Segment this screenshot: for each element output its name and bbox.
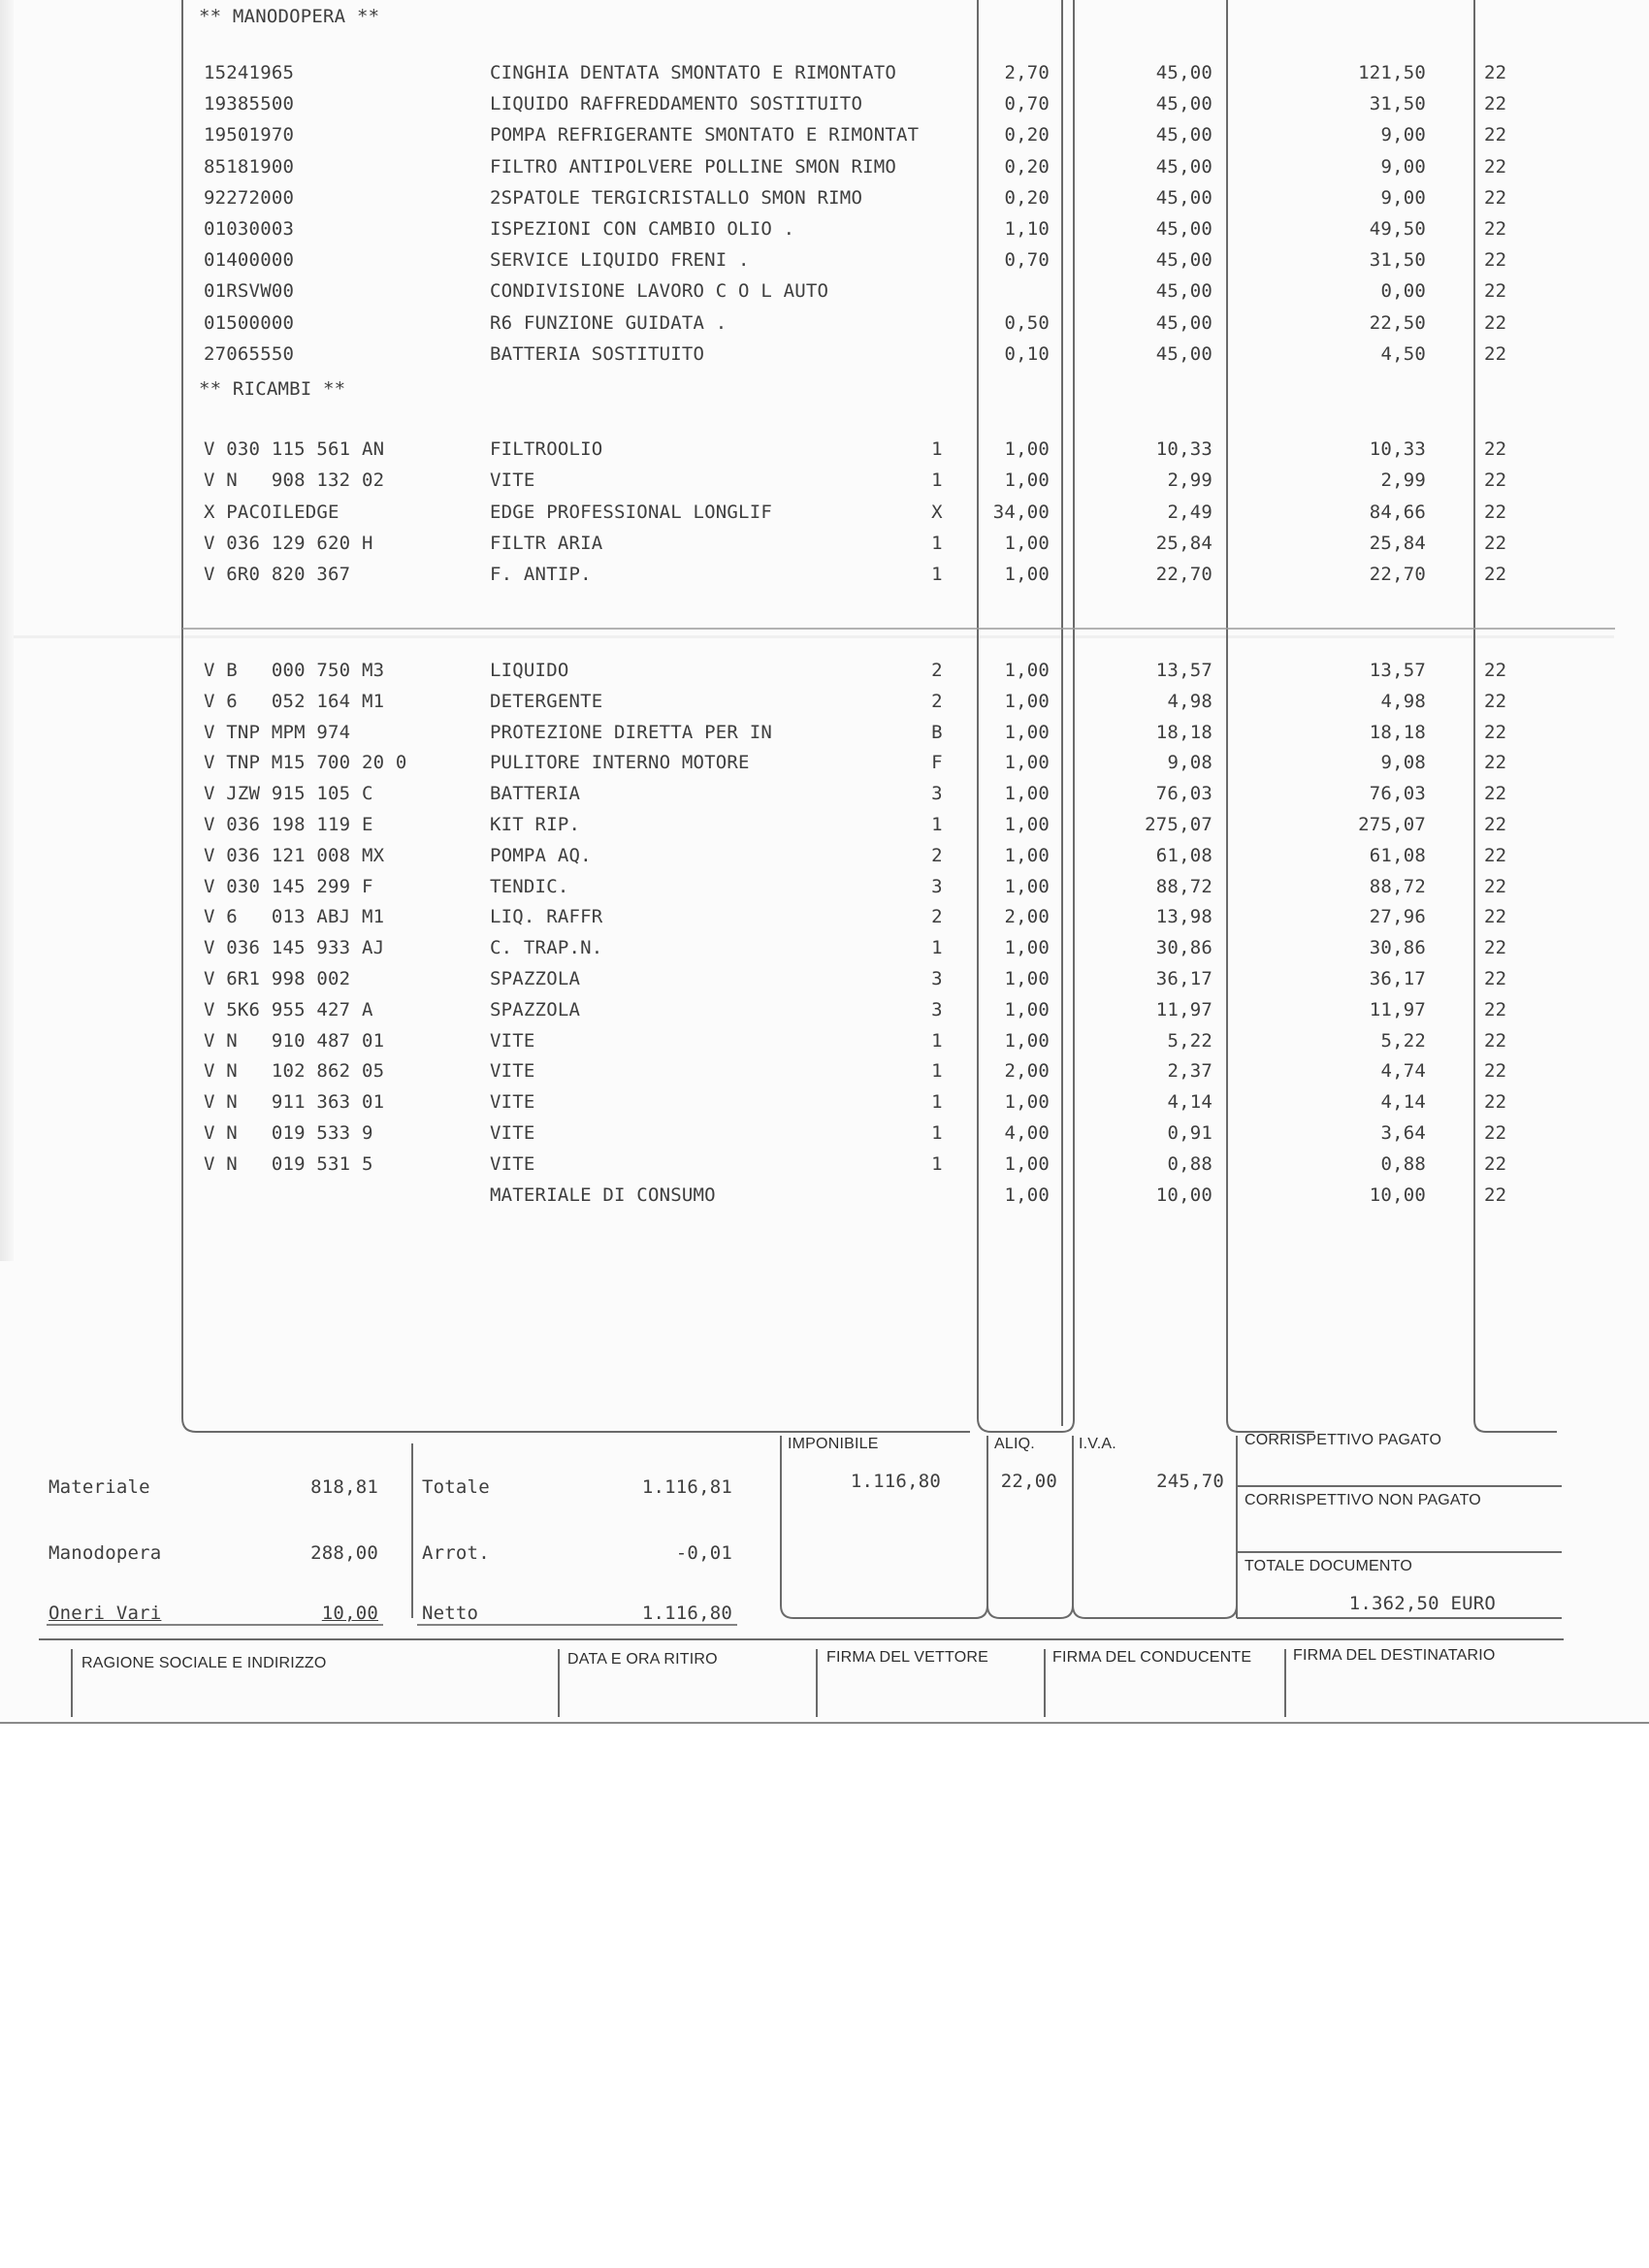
- cell-vat: 22: [1484, 875, 1507, 897]
- aliquota-label: ALIQ.: [994, 1436, 1035, 1452]
- cell-code: 01030003: [204, 218, 295, 240]
- ragione-sociale-label: RAGIONE SOCIALE E INDIRIZZO: [81, 1655, 327, 1671]
- cell-qty: 1,00: [1004, 438, 1050, 460]
- cell-code: V 030 145 299 F: [204, 875, 373, 897]
- cell-desc: CONDIVISIONE LAVORO C O L AUTO: [490, 280, 829, 303]
- netto-value: 1.116,80: [641, 1603, 732, 1624]
- cell-code: V JZW 915 105 C: [204, 783, 373, 805]
- cell-qty: 0,10: [1004, 342, 1050, 365]
- cell-qty: 0,50: [1004, 311, 1050, 334]
- cell-code: 27065550: [204, 342, 295, 365]
- cell-price: 61,08: [1155, 844, 1212, 866]
- cell-qty: 1,00: [1004, 783, 1050, 805]
- cell-qty: 1,00: [1004, 1091, 1050, 1114]
- cell-price: 45,00: [1155, 93, 1212, 115]
- materiale-label: Materiale: [48, 1476, 150, 1498]
- cell-code: V N 102 862 05: [204, 1060, 385, 1083]
- cell-total: 0,88: [1380, 1152, 1426, 1175]
- cell-code: V 6R0 820 367: [204, 564, 351, 586]
- firma-conducente-label: FIRMA DEL CONDUCENTE: [1052, 1649, 1252, 1666]
- cell-price: 2,49: [1167, 501, 1212, 523]
- cell-cls: X: [931, 501, 943, 523]
- arrot-value: -0,01: [675, 1542, 732, 1564]
- cell-total: 3,64: [1380, 1122, 1426, 1144]
- cell-cls: 1: [931, 814, 943, 835]
- data-ora-ritiro-label: DATA E ORA RITIRO: [567, 1651, 718, 1668]
- oneri-vari-label: Oneri Vari: [48, 1603, 162, 1624]
- cell-qty: 1,00: [1004, 470, 1050, 492]
- cell-total: 22,70: [1369, 564, 1426, 586]
- cell-desc: VITE: [490, 1029, 535, 1052]
- totale-label: Totale: [422, 1476, 490, 1498]
- cell-qty: 1,00: [1004, 564, 1050, 586]
- cell-code: 01RSVW00: [204, 280, 295, 303]
- cell-code: 15241965: [204, 62, 295, 83]
- cell-cls: 3: [931, 875, 943, 897]
- cell-vat: 22: [1484, 814, 1507, 835]
- cell-cls: 1: [931, 1091, 943, 1114]
- cell-vat: 22: [1484, 1152, 1507, 1175]
- cell-total: 275,07: [1358, 814, 1426, 835]
- cell-qty: 1,00: [1004, 814, 1050, 835]
- cell-code: V 036 129 620 H: [204, 532, 373, 554]
- cell-qty: 1,00: [1004, 875, 1050, 897]
- oneri-vari-value: 10,00: [321, 1603, 378, 1624]
- cell-vat: 22: [1484, 438, 1507, 460]
- cell-code: 19385500: [204, 93, 295, 115]
- cell-price: 4,14: [1167, 1091, 1212, 1114]
- cell-total: 9,00: [1380, 186, 1426, 209]
- cell-code: 85181900: [204, 155, 295, 178]
- cell-vat: 22: [1484, 1091, 1507, 1114]
- cell-qty: 0,20: [1004, 155, 1050, 178]
- cell-desc: PROTEZIONE DIRETTA PER IN: [490, 721, 772, 743]
- firma-vettore-label: FIRMA DEL VETTORE: [826, 1649, 988, 1666]
- cell-vat: 22: [1484, 280, 1507, 303]
- cell-price: 2,37: [1167, 1060, 1212, 1083]
- cell-price: 11,97: [1155, 998, 1212, 1021]
- cell-code: 01400000: [204, 249, 295, 272]
- cell-total: 25,84: [1369, 532, 1426, 554]
- cell-vat: 22: [1484, 342, 1507, 365]
- cell-price: 25,84: [1155, 532, 1212, 554]
- cell-code: V 6 052 164 M1: [204, 690, 385, 712]
- cell-cls: B: [931, 721, 943, 743]
- cell-qty: 0,20: [1004, 186, 1050, 209]
- cell-cls: 1: [931, 937, 943, 959]
- cell-price: 76,03: [1155, 783, 1212, 805]
- cell-price: 88,72: [1155, 875, 1212, 897]
- cell-qty: 1,00: [1004, 1152, 1050, 1175]
- cell-code: V N 019 533 9: [204, 1122, 373, 1144]
- cell-code: V 5K6 955 427 A: [204, 998, 373, 1021]
- cell-code: V 6R1 998 002: [204, 968, 351, 989]
- cell-total: 9,08: [1380, 752, 1426, 774]
- cell-total: 121,50: [1358, 62, 1426, 83]
- cell-vat: 22: [1484, 783, 1507, 805]
- cell-code: 92272000: [204, 186, 295, 209]
- cell-total: 61,08: [1369, 844, 1426, 866]
- iva-label: I.V.A.: [1079, 1436, 1116, 1452]
- cell-total: 22,50: [1369, 311, 1426, 334]
- cell-vat: 22: [1484, 1122, 1507, 1144]
- cell-code: V 6 013 ABJ M1: [204, 906, 385, 928]
- cell-code: V TNP MPM 974: [204, 721, 351, 743]
- cell-price: 30,86: [1155, 937, 1212, 959]
- cell-vat: 22: [1484, 968, 1507, 989]
- totale-value: 1.116,81: [641, 1476, 732, 1498]
- cell-vat: 22: [1484, 564, 1507, 586]
- cell-vat: 22: [1484, 690, 1507, 712]
- aliquota-value: 22,00: [1000, 1471, 1057, 1492]
- cell-desc: FILTR ARIA: [490, 532, 603, 554]
- cell-code: V N 019 531 5: [204, 1152, 373, 1175]
- cell-total: 10,00: [1369, 1183, 1426, 1206]
- cell-total: 4,98: [1380, 690, 1426, 712]
- cell-cls: 1: [931, 532, 943, 554]
- cell-cls: 1: [931, 470, 943, 492]
- cell-total: 76,03: [1369, 783, 1426, 805]
- cell-qty: 4,00: [1004, 1122, 1050, 1144]
- cell-vat: 22: [1484, 1060, 1507, 1083]
- cell-vat: 22: [1484, 501, 1507, 523]
- cell-price: 45,00: [1155, 218, 1212, 240]
- cell-vat: 22: [1484, 93, 1507, 115]
- cell-qty: 2,00: [1004, 1060, 1050, 1083]
- cell-cls: F: [931, 752, 943, 774]
- cell-cls: 2: [931, 844, 943, 866]
- cell-total: 84,66: [1369, 501, 1426, 523]
- cell-code: V TNP M15 700 20 0: [204, 752, 407, 774]
- cell-price: 4,98: [1167, 690, 1212, 712]
- cell-vat: 22: [1484, 1183, 1507, 1206]
- arrot-label: Arrot.: [422, 1542, 490, 1564]
- cell-cls: 1: [931, 438, 943, 460]
- cell-qty: 1,00: [1004, 1183, 1050, 1206]
- cell-cls: 1: [931, 1029, 943, 1052]
- cell-code: V N 911 363 01: [204, 1091, 385, 1114]
- iva-value: 245,70: [1156, 1471, 1224, 1492]
- cell-total: 4,50: [1380, 342, 1426, 365]
- cell-qty: 1,00: [1004, 968, 1050, 989]
- cell-desc: VITE: [490, 1152, 535, 1175]
- cell-desc: ISPEZIONI CON CAMBIO OLIO .: [490, 218, 795, 240]
- cell-desc: LIQ. RAFFR: [490, 906, 603, 928]
- cell-desc: VITE: [490, 1091, 535, 1114]
- cell-qty: 1,10: [1004, 218, 1050, 240]
- cell-desc: CINGHIA DENTATA SMONTATO E RIMONTATO: [490, 62, 897, 83]
- labor-section-header: ** MANODOPERA **: [199, 6, 380, 27]
- cell-total: 18,18: [1369, 721, 1426, 743]
- firma-destinatario-label: FIRMA DEL DESTINATARIO: [1293, 1647, 1496, 1664]
- corrispettivo-pagato-label: CORRISPETTIVO PAGATO: [1245, 1432, 1442, 1448]
- cell-vat: 22: [1484, 249, 1507, 272]
- cell-vat: 22: [1484, 124, 1507, 146]
- cell-desc: VITE: [490, 1122, 535, 1144]
- cell-total: 10,33: [1369, 438, 1426, 460]
- cell-price: 0,91: [1167, 1122, 1212, 1144]
- cell-vat: 22: [1484, 62, 1507, 83]
- cell-price: 13,57: [1155, 660, 1212, 681]
- cell-vat: 22: [1484, 998, 1507, 1021]
- cell-cls: 1: [931, 1122, 943, 1144]
- cell-desc: TENDIC.: [490, 875, 569, 897]
- parts-section-header: ** RICAMBI **: [199, 378, 346, 400]
- cell-desc: DETERGENTE: [490, 690, 603, 712]
- cell-qty: 1,00: [1004, 660, 1050, 681]
- cell-cls: 1: [931, 564, 943, 586]
- cell-desc: LIQUIDO RAFFREDDAMENTO SOSTITUITO: [490, 93, 863, 115]
- cell-price: 9,08: [1167, 752, 1212, 774]
- cell-price: 45,00: [1155, 155, 1212, 178]
- cell-cls: 2: [931, 690, 943, 712]
- cell-total: 5,22: [1380, 1029, 1426, 1052]
- cell-price: 5,22: [1167, 1029, 1212, 1052]
- cell-total: 27,96: [1369, 906, 1426, 928]
- cell-desc: SPAZZOLA: [490, 968, 581, 989]
- materiale-value: 818,81: [310, 1476, 378, 1498]
- cell-price: 36,17: [1155, 968, 1212, 989]
- cell-total: 31,50: [1369, 93, 1426, 115]
- cell-total: 4,14: [1380, 1091, 1426, 1114]
- cell-desc: LIQUIDO: [490, 660, 569, 681]
- cell-price: 10,33: [1155, 438, 1212, 460]
- cell-vat: 22: [1484, 186, 1507, 209]
- cell-price: 45,00: [1155, 249, 1212, 272]
- cell-qty: 2,70: [1004, 62, 1050, 83]
- cell-vat: 22: [1484, 470, 1507, 492]
- cell-vat: 22: [1484, 311, 1507, 334]
- cell-desc: PULITORE INTERNO MOTORE: [490, 752, 750, 774]
- cell-qty: 1,00: [1004, 1029, 1050, 1052]
- cell-price: 45,00: [1155, 280, 1212, 303]
- cell-vat: 22: [1484, 1029, 1507, 1052]
- cell-qty: 1,00: [1004, 844, 1050, 866]
- cell-total: 13,57: [1369, 660, 1426, 681]
- cell-qty: 1,00: [1004, 721, 1050, 743]
- cell-desc: SERVICE LIQUIDO FRENI .: [490, 249, 750, 272]
- cell-code: V N 910 487 01: [204, 1029, 385, 1052]
- cell-total: 9,00: [1380, 155, 1426, 178]
- manodopera-label: Manodopera: [48, 1542, 162, 1564]
- cell-code: V 030 115 561 AN: [204, 438, 385, 460]
- cell-qty: 0,70: [1004, 249, 1050, 272]
- cell-qty: 1,00: [1004, 690, 1050, 712]
- cell-desc: BATTERIA: [490, 783, 581, 805]
- cell-price: 18,18: [1155, 721, 1212, 743]
- cell-price: 45,00: [1155, 311, 1212, 334]
- cell-total: 88,72: [1369, 875, 1426, 897]
- cell-qty: 0,70: [1004, 93, 1050, 115]
- cell-total: 9,00: [1380, 124, 1426, 146]
- cell-desc: C. TRAP.N.: [490, 937, 603, 959]
- totale-documento-value: 1.362,50 EURO: [1348, 1593, 1496, 1614]
- cell-cls: 2: [931, 660, 943, 681]
- cell-qty: 0,20: [1004, 124, 1050, 146]
- cell-desc: SPAZZOLA: [490, 998, 581, 1021]
- cell-price: 0,88: [1167, 1152, 1212, 1175]
- cell-total: 49,50: [1369, 218, 1426, 240]
- cell-price: 45,00: [1155, 186, 1212, 209]
- cell-desc: POMPA AQ.: [490, 844, 592, 866]
- cell-price: 45,00: [1155, 62, 1212, 83]
- cell-desc: FILTROOLIO: [490, 438, 603, 460]
- cell-desc: F. ANTIP.: [490, 564, 592, 586]
- cell-vat: 22: [1484, 532, 1507, 554]
- cell-qty: 34,00: [992, 501, 1050, 523]
- cell-vat: 22: [1484, 906, 1507, 928]
- cell-desc: 2SPATOLE TERGICRISTALLO SMON RIMO: [490, 186, 863, 209]
- cell-code: V 036 198 119 E: [204, 814, 373, 835]
- cell-code: V N 908 132 02: [204, 470, 385, 492]
- cell-qty: 1,00: [1004, 752, 1050, 774]
- cell-vat: 22: [1484, 844, 1507, 866]
- imponibile-value: 1.116,80: [850, 1471, 941, 1492]
- cell-desc: R6 FUNZIONE GUIDATA .: [490, 311, 728, 334]
- cell-cls: 1: [931, 1152, 943, 1175]
- cell-vat: 22: [1484, 155, 1507, 178]
- cell-price: 22,70: [1155, 564, 1212, 586]
- cell-qty: 1,00: [1004, 937, 1050, 959]
- cell-vat: 22: [1484, 660, 1507, 681]
- cell-desc: MATERIALE DI CONSUMO: [490, 1183, 716, 1206]
- cell-code: X PACOILEDGE: [204, 501, 340, 523]
- cell-desc: VITE: [490, 1060, 535, 1083]
- manodopera-value: 288,00: [310, 1542, 378, 1564]
- cell-cls: 3: [931, 783, 943, 805]
- cell-code: V 036 121 008 MX: [204, 844, 385, 866]
- cell-desc: BATTERIA SOSTITUITO: [490, 342, 705, 365]
- cell-total: 4,74: [1380, 1060, 1426, 1083]
- cell-cls: 1: [931, 1060, 943, 1083]
- cell-total: 30,86: [1369, 937, 1426, 959]
- cell-desc: POMPA REFRIGERANTE SMONTATO E RIMONTAT: [490, 124, 920, 146]
- cell-vat: 22: [1484, 218, 1507, 240]
- cell-code: V B 000 750 M3: [204, 660, 385, 681]
- cell-price: 275,07: [1145, 814, 1212, 835]
- cell-vat: 22: [1484, 937, 1507, 959]
- cell-price: 13,98: [1155, 906, 1212, 928]
- netto-label: Netto: [422, 1603, 479, 1624]
- totale-documento-label: TOTALE DOCUMENTO: [1245, 1558, 1412, 1574]
- cell-price: 2,99: [1167, 470, 1212, 492]
- cell-total: 31,50: [1369, 249, 1426, 272]
- cell-vat: 22: [1484, 752, 1507, 774]
- imponibile-label: IMPONIBILE: [788, 1436, 879, 1452]
- cell-desc: FILTRO ANTIPOLVERE POLLINE SMON RIMO: [490, 155, 897, 178]
- cell-cls: 3: [931, 968, 943, 989]
- cell-qty: 2,00: [1004, 906, 1050, 928]
- cell-code: 01500000: [204, 311, 295, 334]
- cell-code: V 036 145 933 AJ: [204, 937, 385, 959]
- cell-qty: 1,00: [1004, 998, 1050, 1021]
- cell-total: 2,99: [1380, 470, 1426, 492]
- cell-total: 11,97: [1369, 998, 1426, 1021]
- cell-qty: 1,00: [1004, 532, 1050, 554]
- cell-cls: 2: [931, 906, 943, 928]
- cell-total: 0,00: [1380, 280, 1426, 303]
- cell-price: 45,00: [1155, 124, 1212, 146]
- cell-total: 36,17: [1369, 968, 1426, 989]
- cell-desc: EDGE PROFESSIONAL LONGLIF: [490, 501, 772, 523]
- cell-code: 19501970: [204, 124, 295, 146]
- cell-cls: 3: [931, 998, 943, 1021]
- corrispettivo-non-pagato-label: CORRISPETTIVO NON PAGATO: [1245, 1492, 1481, 1508]
- cell-vat: 22: [1484, 721, 1507, 743]
- cell-price: 10,00: [1155, 1183, 1212, 1206]
- cell-desc: VITE: [490, 470, 535, 492]
- cell-desc: KIT RIP.: [490, 814, 581, 835]
- cell-price: 45,00: [1155, 342, 1212, 365]
